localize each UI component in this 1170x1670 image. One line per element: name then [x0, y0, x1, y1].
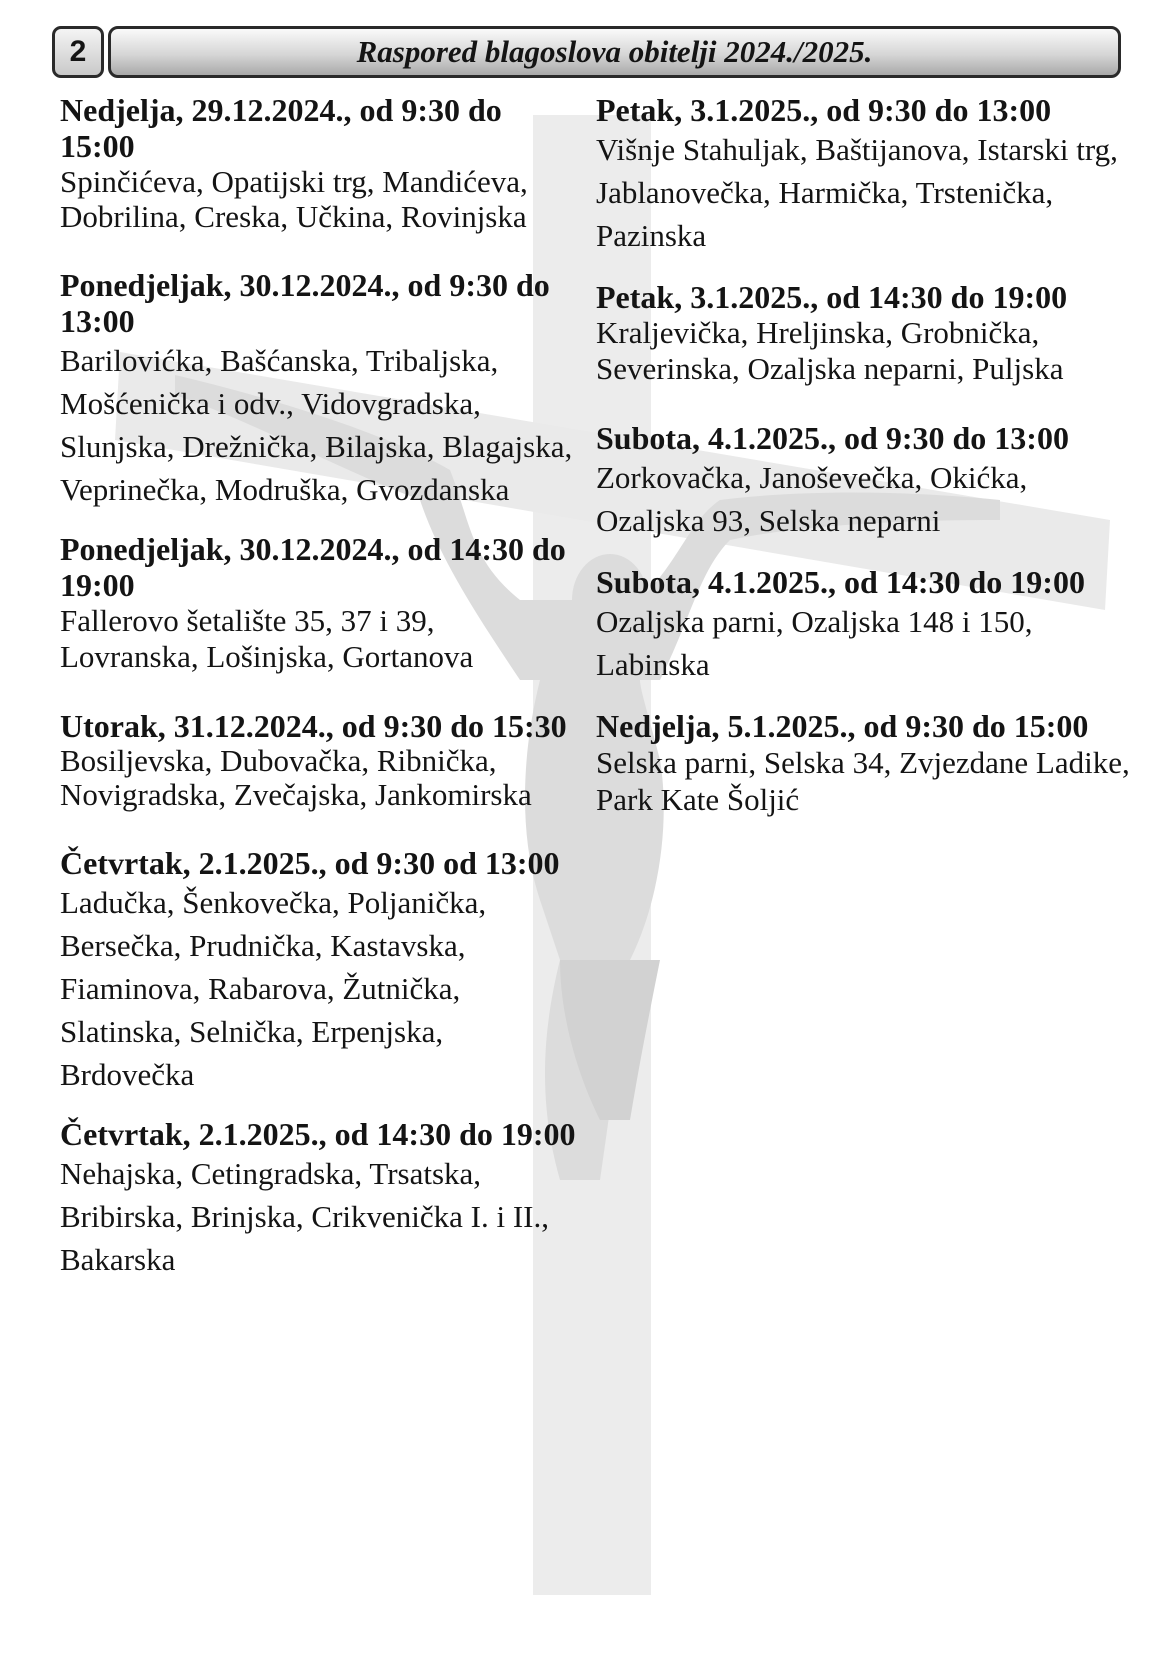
entry-streets: Ozaljska parni, Ozaljska 148 i 150, Labinska [596, 604, 1033, 682]
entry-streets: Kraljevička, Hreljinska, Grobnička, Severinska, Ozaljska neparni, Puljska [596, 315, 1064, 386]
entry-heading: Četvrtak, 2.1.2025., od 9:30 od 13:00 [60, 845, 560, 881]
entry-heading: Subota, 4.1.2025., od 9:30 do 13:00 [596, 420, 1069, 456]
schedule-entry [596, 279, 1136, 387]
entry-streets: Ladučka, Šenkovečka, Poljanička, Bersečka, Prudnička, Kastavska, Fiaminova, Rabarova, Žutnička, Slatinska, Selnička, Erpenjska, Brdovečka [60, 885, 487, 1092]
schedule-entry [596, 420, 1136, 542]
schedule-entry [60, 267, 576, 511]
entry-heading: Nedjelja, 29.12.2024., od 9:30 do 15:00 [60, 92, 502, 164]
schedule-entry [596, 708, 1136, 818]
schedule-entry [60, 708, 576, 812]
entry-heading: Nedjelja, 5.1.2025., od 9:30 do 15:00 [596, 708, 1089, 744]
entry-streets: Zorkovačka, Janoševečka, Okićka, Ozaljska 93, Selska neparni [596, 460, 1028, 538]
entry-heading: Ponedjeljak, 30.12.2024., od 14:30 do 19:00 [60, 531, 566, 603]
schedule-entry [596, 92, 1136, 257]
schedule-entry [60, 531, 576, 675]
entry-streets: Bosiljevska, Dubovačka, Ribnička, Novigradska, Zvečajska, Jankomirska [60, 743, 532, 812]
entry-heading: Utorak, 31.12.2024., od 9:30 do 15:30 [60, 708, 567, 744]
entry-heading: Ponedjeljak, 30.12.2024., od 9:30 do 13:00 [60, 267, 550, 339]
schedule-entry [596, 564, 1136, 686]
schedule-entry [60, 92, 576, 234]
entry-heading: Petak, 3.1.2025., od 9:30 do 13:00 [596, 92, 1052, 128]
entry-heading: Petak, 3.1.2025., od 14:30 do 19:00 [596, 279, 1068, 315]
page-number: 2 [69, 35, 87, 68]
entry-streets: Nehajska, Cetingradska, Trsatska, Bribirska, Brinjska, Crikvenička I. i II., Bakarska [60, 1156, 550, 1277]
schedule-entry [60, 1116, 576, 1281]
header-bar [108, 26, 1121, 78]
entry-heading: Subota, 4.1.2025., od 14:30 do 19:00 [596, 564, 1085, 600]
page-title: Raspored blagoslova obitelji 2024./2025. [356, 34, 873, 69]
page-number-badge [52, 26, 104, 78]
schedule-entry [60, 845, 576, 1096]
left-column [60, 92, 576, 1281]
entry-streets: Barilovićka, Bašćanska, Tribaljska, Mošćenička i odv., Vidovgradska, Slunjska, Drežnička, Bilajska, Blagajska, Veprinečka, Modruška, Gvozdanska [60, 343, 573, 507]
entry-heading: Četvrtak, 2.1.2025., od 14:30 do 19:00 [60, 1116, 576, 1152]
entry-streets: Fallerovo šetalište 35, 37 i 39, Lovranska, Lošinjska, Gortanova [60, 603, 474, 674]
entry-streets: Spinčićeva, Opatijski trg, Mandićeva, Dobrilina, Creska, Učkina, Rovinjska [60, 164, 528, 234]
right-column [596, 92, 1136, 818]
entry-streets: Višnje Stahuljak, Baštijanova, Istarski trg, Jablanovečka, Harmička, Trstenička, Pazinska [596, 132, 1118, 253]
entry-streets: Selska parni, Selska 34, Zvjezdane Ladike, Park Kate Šoljić [596, 745, 1130, 817]
